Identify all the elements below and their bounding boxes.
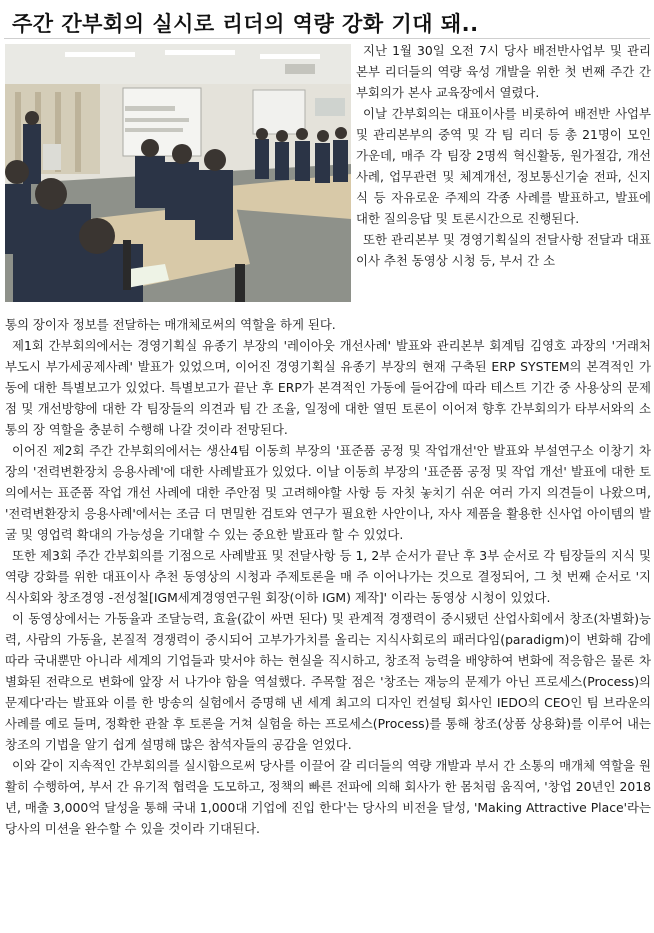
- paragraph: 또한 제3회 주간 간부회의를 기점으로 사례발표 및 전달사항 등 1, 2부 순서가 끝난 후 3부 순서로 각 팀장들의 지식 및 역량 강화를 위한 대표이사 추천 동영상의 시청과 주제토론을 매 주 이어나가는 것으로 결정되어, 그 첫 번째 순서로 '지식사회와 창조경영 -전성철[IGM세계경영연구원 회장(이하 IGM) 제작]' 이라는 동영상 시청이 있었다.: [5, 548, 651, 605]
- meeting-photo: [5, 44, 351, 302]
- headline-bar: [4, 4, 650, 39]
- paragraph: 제1회 간부회의에서는 경영기획실 유종기 부장의 '레이아웃 개선사례' 발표와 관리본부 회계팀 김영호 과장의 '거래처부도시 부가세공제사례' 발표가 있었으며, 이어진 경영기획실 유종기 부장의 현재 구축된 ERP SYSTEM의 본격적인 가동에 대한 특별보고가 있었다. 특별보고가 끝난 후 ERP가 본격적인 가동에 들어감에 따라 테스트 기간 중 사용상의 문제점 및 개선방향에 대한 각 팀장들의 의견과 팀 간 조율, 일정에 대한 열띤 토론이 이어져 향후 간부회의가 타부서와의 소통의 장 역할을 충분히 수행해 나갈 것이라 전망된다.: [5, 338, 651, 437]
- paragraph: 이와 같이 지속적인 간부회의를 실시함으로써 당사를 이끌어 갈 리더들의 역량 개발과 부서 간 소통의 매개체 역할을 원활히 수행하여, 부서 간 유기적 협력을 도모하고, 정책의 빠른 전파에 의해 회사가 한 몸처럼 움직여, '창업 20년인 2018년, 매출 3,000억 달성을 통해 국내 1,000대 기업에 진입 한다'는 당사의 비전을 달성, 'Making Attractive Place'라는 당사의 미션을 완수할 수 있을 것이라 기대된다.: [5, 758, 651, 836]
- article-headline: 주간 간부회의 실시로 리더의 역량 강화 기대 돼..: [12, 12, 479, 36]
- article-intro-column: [356, 40, 651, 271]
- paragraph: 이날 간부회의는 대표이사를 비롯하여 배전반 사업부 및 관리본부의 중역 및 각 팀 리더 등 총 21명이 모인 가운데, 매주 각 팀장 2명씩 혁신활동, 원가절감, 개선사례, 업무관련 및 체계개선, 정보통신기술 전파, 신지식 등 자유로운 주제의 각종 사례를 발표하고, 발표에 대한 질의응답 및 토론시간으로 진행된다.: [356, 106, 651, 226]
- paragraph: 또한 관리본부 및 경영기획실의 전달사항 전달과 대표이사 추천 동영상 시청 등, 부서 간 소: [356, 232, 651, 268]
- article-body: [5, 314, 651, 839]
- paragraph: 지난 1월 30일 오전 7시 당사 배전반사업부 및 관리본부 리더들의 역량 육성 개발을 위한 첫 번째 주간 간부회의가 본사 교육장에서 열렸다.: [356, 43, 651, 100]
- paragraph: 통의 장이자 정보를 전달하는 매개체로써의 역할을 하게 된다.: [5, 317, 336, 332]
- paragraph: 이어진 제2회 주간 간부회의에서는 생산4팀 이동희 부장의 '표준품 공정 및 작업개선'안 발표와 부설연구소 이창기 차장의 '전력변환장치 응용사례'에 대한 사례발표가 있었다. 이날 이동희 부장의 '표준품 공정 및 작업 개선' 발표에 대한 토의에서는 표준품 작업 개선 사례에 대한 주안점 및 고려해야할 사항 등 자칫 놓치기 쉬운 여러 가지 의견들이 나왔으며, '전력변환장치 응용사례'에서는 조금 더 면밀한 검토와 연구가 필요한 사안이나, 자사 제품을 활용한 신사업 아이템의 발굴 및 영업력 확대의 가능성을 기대할 수 있는 중요한 발표라 할 수 있었다.: [5, 443, 651, 542]
- paragraph: 이 동영상에서는 가동율과 조달능력, 효율(값이 싸면 된다) 및 관계적 경쟁력이 중시됐던 산업사회에서 창조(차별화)능력, 사람의 가동율, 본질적 경쟁력이 중시되어 고부가가치를 올리는 지식사회로의 패러다임(paradigm)이 변화해 감에 따라 국내뿐만 아니라 세계의 기업들과 맞서야 하는 현실을 직시하고, 창조적 능력을 배양하여 변화에 적응함은 물론 차별화된 전략으로 변화에 앞장 서 나가야 함을 역설했다. 주목할 점은 '창조는 재능의 문제가 아닌 프로세스(Process)의 문제다'라는 발표와 이를 한 방송의 실험에서 증명해 낸 세계 최고의 디자인 컨설팅 회사인 IEDO의 CEO인 팀 브라운의 사례를 예로 들며, 정확한 관찰 후 토론을 거쳐 실험을 하는 프로세스(Process)를 통해 창조(상품 상용화)를 이루어 내는 창조의 기법을 알기 쉽게 설명해 많은 참석자들의 공감을 얻었다.: [5, 611, 651, 752]
